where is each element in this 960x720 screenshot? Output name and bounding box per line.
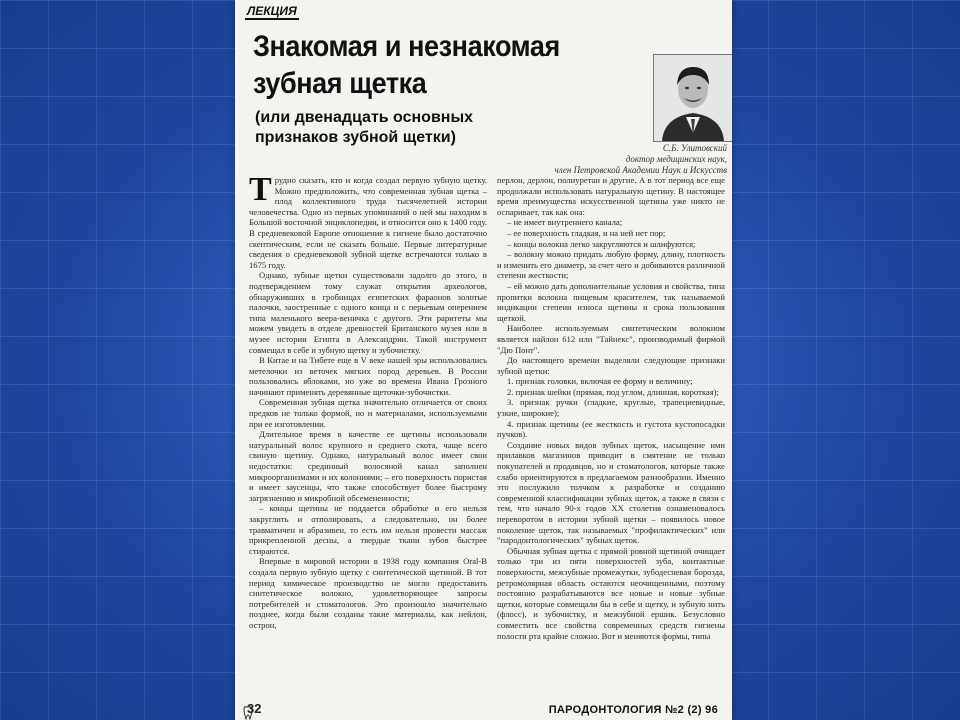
paragraph: – ее поверхность гладкая, и на ней нет пор; [507, 227, 666, 238]
paragraph: До настоящего времени выделяли следующие признаки зубной щетки: [497, 355, 725, 376]
author-byline [535, 143, 727, 176]
paragraph: Наиболее используемым синтетическим волокном является найлон 612 или "Тайнекс", производимый фирмой "Дю Понт". [497, 323, 725, 355]
author-membership: член Петровской Академии Наук и Искусств [554, 165, 727, 175]
paragraph: – волокну можно придать любую форму, длину, плотность и изменить его диаметр, за счет чего и добиваются различной степени жесткости; [497, 249, 725, 281]
page-number: 32 [247, 701, 262, 716]
paragraph: Однако, зубные щетки существовали задолго до этого, и подтверждением тому служат открытия археологов, обнаруживших в гробницах египетских фараонов золотые палочки, заостренные с одного конца и с перьевым оперением типа маленького веера-веничка с другого. Эти раритеты мы можем увидеть в отделе древностей Британского музея или в музее истории Египта в Александрии. Такой инструмент совмещал в себе и зубную щетку и зубочистку. [249, 270, 487, 355]
paragraph: 1. признак головки, включая ее форму и величину; [507, 376, 693, 387]
article-title [253, 28, 583, 101]
section-tag: ЛЕКЦИЯ [247, 4, 297, 18]
paragraph: Длительное время в качестве ее щетины использовали натуральный волос крупного и среднего скота, чаще всего свиную щетину. Однако, натуральный волос имеет свои недостатки: срединный волосяной канал заполнен микроорганизмами и их колониями; – его поверхность пористая и имеет заусенцы, что также способствует более быстрому загрязнению и микробной обсемененности; [249, 429, 487, 503]
paragraph: В Китае и на Тибете еще в V веке нашей эры использовались метелочки из веточек мягких пород деревьев. В России пользовались яблоками, но уже во времена Ивана Грозного начинают применять деревянные щеточки-зубочистки. [249, 355, 487, 397]
left-text-column [249, 175, 487, 695]
paragraph-text: рудно сказать, кто и когда создал первую зубную щетку. Можно предположить, что современная зубная щетка – плод коллективного труда тысячелетней истории человечества. Одно из первых упоминаний о ней мы находим в Большой восточной энциклопедии, и относится оно к 1400 году. В средневековой Европе отношение к гигиене было достаточно скептическим, если не сказать больше. Первые литературные сведения о средневековой зубной щетке встречаются только в 1675 году. [249, 175, 487, 270]
paragraph: – ей можно дать дополнительные условия и свойства, типа пропитки волокна пищевым красителем, так называемой индикации степени износа щетины и срока пользования щеткой. [497, 280, 725, 323]
paragraph: – концы волокна легко закругляются и шлифуются; [507, 238, 696, 249]
subtitle-line: (или двенадцать основных [255, 109, 474, 126]
paragraph: – не имеет внутреннего канала; [507, 217, 623, 228]
paragraph [249, 175, 487, 270]
paragraph: 3. признак ручки (гладкие, круглые, трапециевидные, узкие, широкие); [497, 397, 725, 419]
paragraph: 2. признак шейки (прямая, под углом, длинная, короткая); [507, 386, 719, 397]
paragraph: – концы щетины не поддается обработке и его нельзя закруглить и отполировать, а следовательно, он более травматичен и абразивен, то есть им нельзя провести массаж прикрепленной десны, а твердые ткани зубов быстрее стираются. [249, 503, 487, 556]
author-name: С.Б. Улитовский [662, 143, 727, 153]
paragraph: Современная зубная щетка значительно отличается от своих предков не только формой, но и материалами, используемыми при ее изготовлении. [249, 397, 487, 429]
paragraph: Создание новых видов зубных щеток, насыщение ими прилавков магазинов приводит в смятение не только покупателей и продавцов, но и стоматологов, которые также слабо ориентируются в предлагаемом разнообразии. Именно это послужило толчком к разработке и созданию современной классификации зубных щеток, а также в связи с тем, что начало 90-х годов XX столетия ознаменовалось переворотом в истории зубной щетки – появилось новое поколение щеток, так называемых "профилактических" или "пародонтологических" зубных щеток. [497, 439, 725, 546]
journal-name: ПАРОДОНТОЛОГИЯ №2 (2) 96 [548, 704, 718, 716]
scanned-article-page [235, 0, 732, 720]
paragraph: Обычная зубная щетка с прямой ровной щетиной очищает только три из пяти поверхностей зуба, контактные поверхности, межзубные промежутки, зубодесневая борозда, ретромолярная область остаются неочищенными, поэтому постоянно разрабатываются все новые и новые зубные щетки, которые совмещали бы в себе и щетку, и зубную нить (флосс), и зубочистку, и межзубной ершик. Безусловно совместить все свойства современных средств гигиены полости рта крайне сложно. Вот и меняются формы, типы [497, 545, 725, 641]
author-photo [653, 54, 732, 142]
title-line: Знакомая и незнакомая [253, 30, 560, 63]
drop-cap: Т [249, 175, 272, 208]
title-line: зубная щетка [253, 66, 427, 100]
paragraph: Впервые в мировой истории в 1938 году компания Oral-B создала первую зубную щетку с синтетической щетиной. В тот период химическое производство не могло предоставить синтетическое волокно, удовлетворяющее запросы потребителей и стоматологов. Это произошло значительно позднее, когда были созданы такие материалы, как нейлон, острон, [249, 556, 487, 630]
paragraph: перлон, дерлон, полиуретан и другие. А в тот период все еще продолжали использовать натуральную щетину. В настоящее время преимущества искусственной щетины уже никто не оспаривает, так как она: [497, 175, 725, 217]
page-footer [235, 698, 732, 720]
author-title: доктор медицинских наук, [625, 154, 727, 164]
paragraph: 4. признак щетины (ее жесткость и густота кустопосадки пучков). [497, 418, 725, 440]
subtitle-line: признаков зубной щетки) [255, 129, 456, 146]
right-text-column [497, 175, 725, 695]
article-subtitle [255, 108, 515, 148]
